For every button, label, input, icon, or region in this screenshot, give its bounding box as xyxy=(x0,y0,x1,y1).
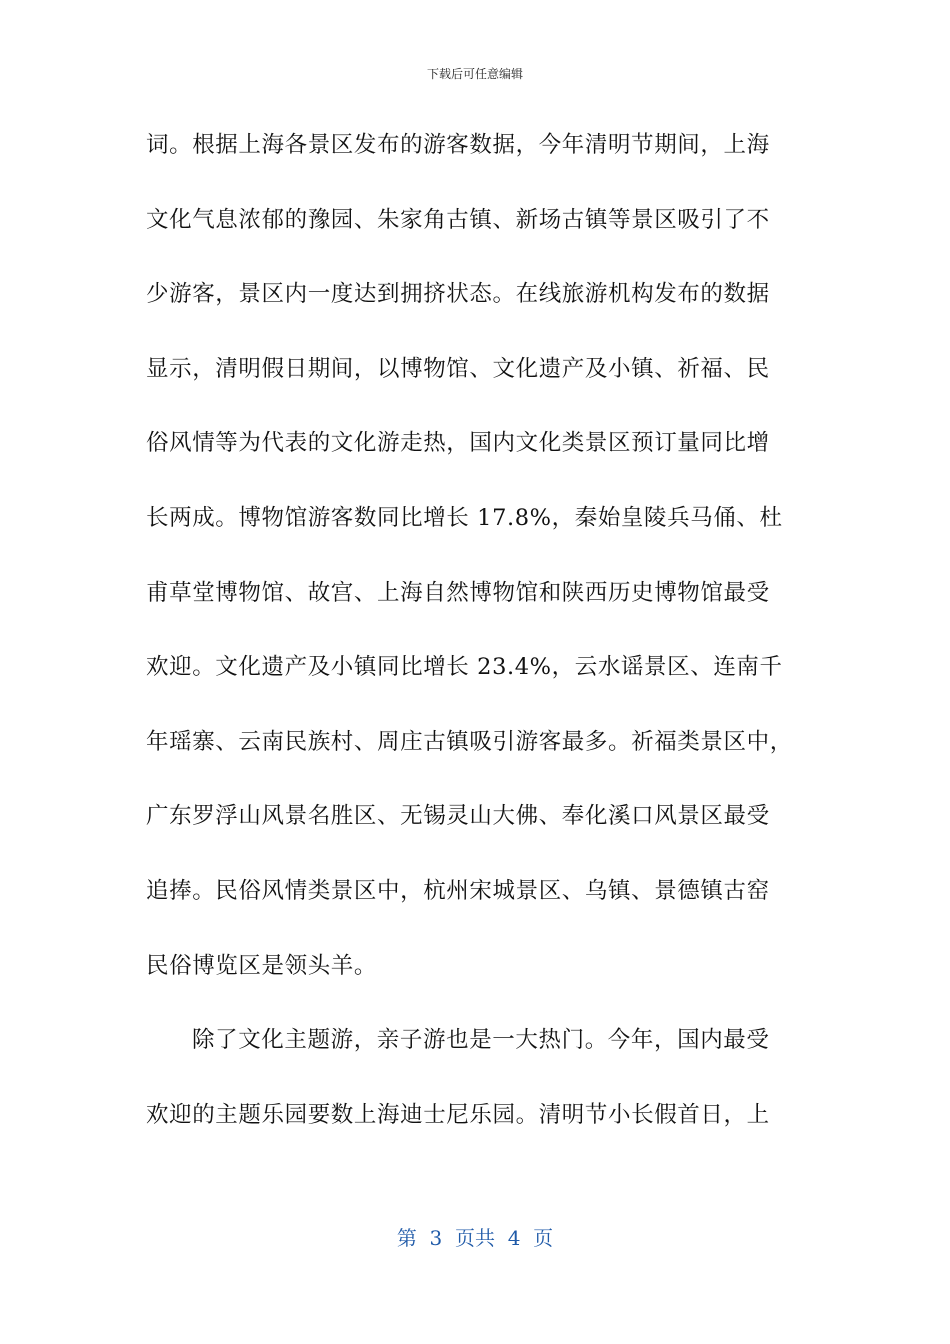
paragraph-line: 年瑶寨、云南民族村、周庄古镇吸引游客最多。祈福类景区中， xyxy=(146,728,793,755)
paragraph-line: 文化气息浓郁的豫园、朱家角古镇、新场古镇等景区吸引了不 xyxy=(146,206,770,233)
paragraph-line: 欢迎。文化遗产及小镇同比增长 23.4%，云水谣景区、连南千 xyxy=(146,654,783,681)
paragraph-line: 追捧。民俗风情类景区中，杭州宋城景区、乌镇、景德镇古窑 xyxy=(146,877,770,904)
paragraph-line: 民俗博览区是领头羊。 xyxy=(146,952,378,979)
paragraph-line: 显示，清明假日期间，以博物馆、文化遗产及小镇、祈福、民 xyxy=(146,355,770,382)
paragraph-line: 甫草堂博物馆、故宫、上海自然博物馆和陕西历史博物馆最受 xyxy=(146,579,770,606)
page-number-footer: 第 3 页共 4 页 xyxy=(396,1226,554,1250)
paragraph-line: 长两成。博物馆游客数同比增长 17.8%，秦始皇陵兵马俑、杜 xyxy=(146,504,783,531)
page-header: 下载后可任意编辑 xyxy=(426,67,523,81)
paragraph-line: 欢迎的主题乐园要数上海迪士尼乐园。清明节小长假首日，上 xyxy=(146,1101,770,1128)
paragraph-line: 俗风情等为代表的文化游走热，国内文化类景区预订量同比增 xyxy=(146,430,770,457)
paragraph-line: 广东罗浮山风景名胜区、无锡灵山大佛、奉化溪口风景区最受 xyxy=(146,803,770,830)
paragraph-line: 少游客，景区内一度达到拥挤状态。在线旅游机构发布的数据 xyxy=(146,281,770,308)
paragraph-line: 词。根据上海各景区发布的游客数据，今年清明节期间，上海 xyxy=(146,132,770,158)
document-body xyxy=(146,122,806,1166)
paragraph-line: 除了文化主题游，亲子游也是一大热门。今年，国内最受 xyxy=(192,1027,770,1054)
